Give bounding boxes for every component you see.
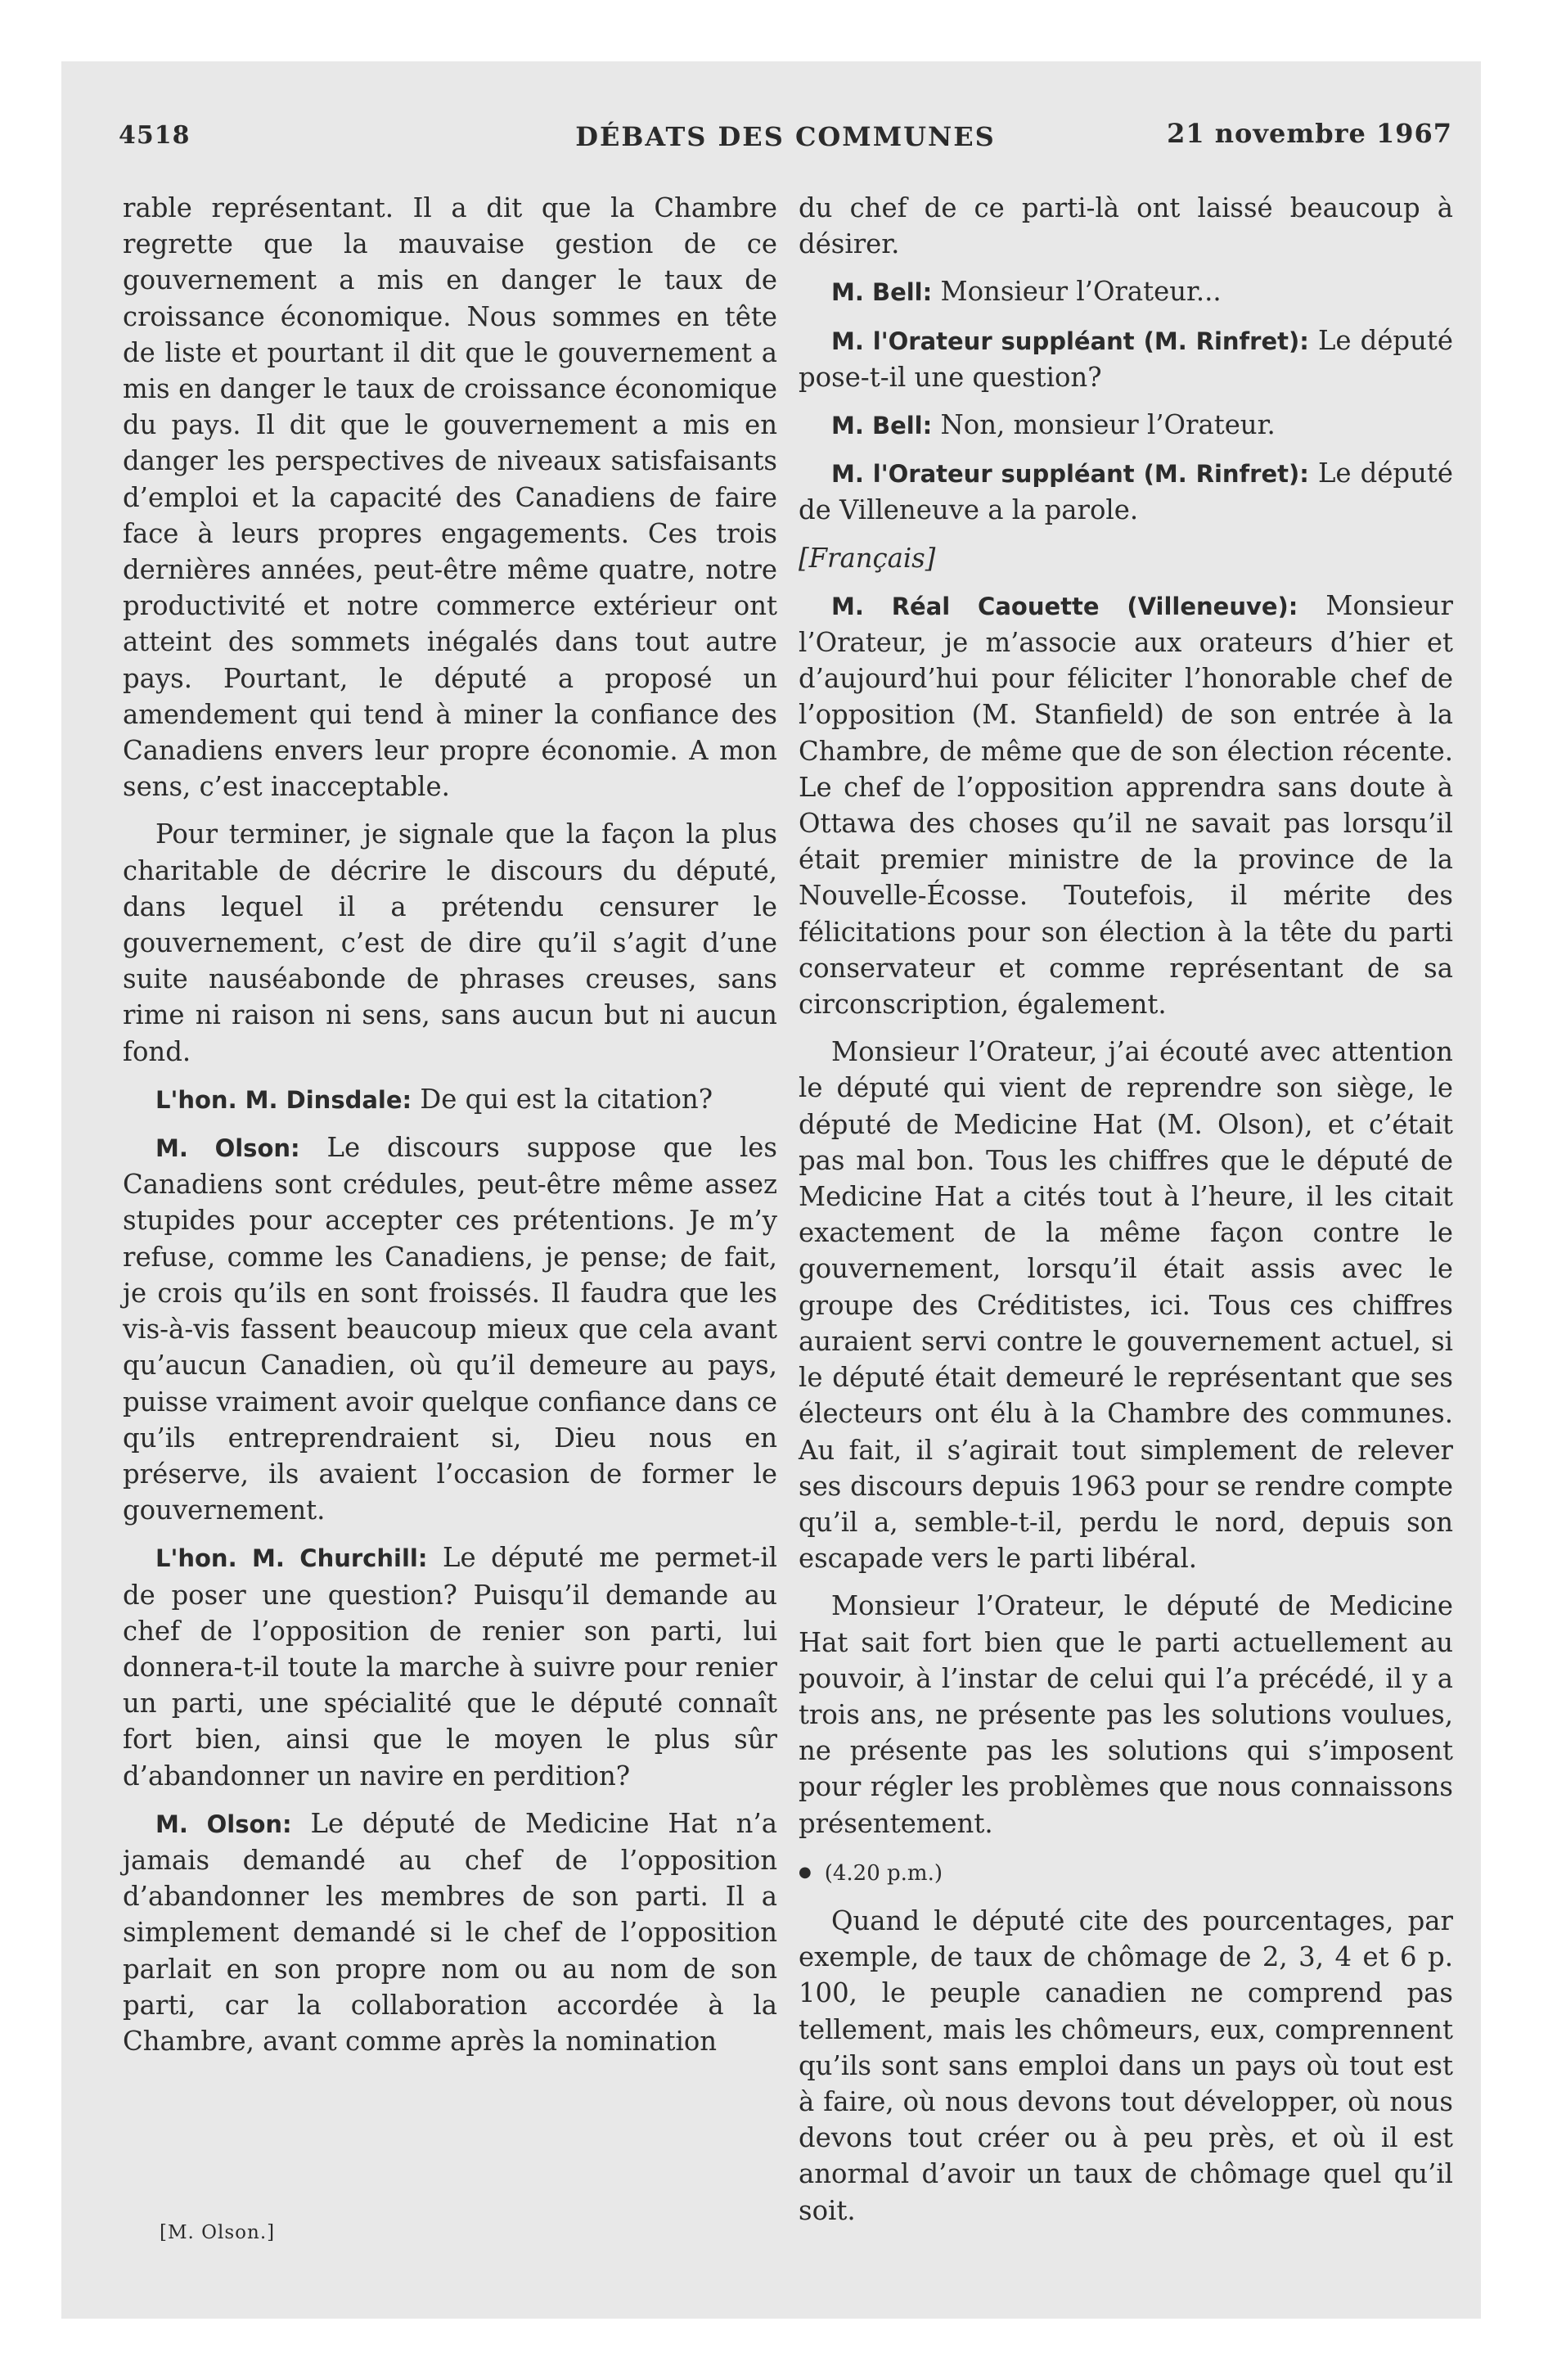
- speech-text: Monsieur l’Orateur, je m’associe aux orateurs d’hier et d’aujourd’hui pour féliciter l’honorable chef de l’opposition (M. Stanfield) de son entrée à la Chambre, de même que de son élection récente. Le chef de l’opposition apprendra sans doute à Ottawa des choses qu’il ne savait pas lorsqu’il était premier ministre de la province de la Nouvelle-Écosse. Toutefois, il mérite des félicitations pour son élection à la tête du parti conservateur et comme représentant de sa circonscription, également.: [799, 589, 1453, 1021]
- speech: [123, 1129, 777, 1528]
- speaker-name: M. Réal Caouette (Villeneuve):: [831, 592, 1298, 620]
- speaker-name: M. Olson:: [155, 1810, 292, 1838]
- speaker-name: M. Bell:: [831, 278, 933, 307]
- speech-text: De qui est la citation?: [420, 1083, 713, 1115]
- speaker-name: L'hon. M. Churchill:: [155, 1544, 428, 1573]
- speech: [799, 455, 1453, 528]
- time-marker: [799, 1853, 1453, 1891]
- speech: [799, 407, 1453, 444]
- speech-text: Le député pose-t-il une question?: [799, 324, 1453, 393]
- page-number: 4518: [119, 121, 191, 150]
- speaker-name: M. l'Orateur suppléant (M. Rinfret):: [831, 327, 1309, 355]
- speech-text: Le député de Medicine Hat n’a jamais demandé au chef de l’opposition d’abandonner les membres de son parti. Il a simplement demandé si le chef de l’opposition parlait en son propre nom ou au nom de son parti, car la collaboration accordée à la Chambre, avant comme après la nomination: [123, 1807, 777, 2057]
- left-column: [123, 190, 777, 2071]
- paragraph: Monsieur l’Orateur, j’ai écouté avec attention le député qui vient de reprendre son siège, le député de Medicine Hat (M. Olson), et c’était pas mal bon. Tous les chiffres que le député de Medicine Hat a cités tout à l’heure, il les citait exactement de la même façon contre le gouvernement, lorsqu’il était assis avec le groupe des Créditistes, ici. Tous ces chiffres auraient servi contre le gouvernement actuel, si le député était demeuré le représentant que ses électeurs ont élu à la Chambre des communes. Au fait, il s’agirait tout simplement de relever ses discours depuis 1963 pour se rendre compte qu’il a, semble-t-il, perdu le nord, depuis son escapade vers le parti libéral.: [799, 1036, 1453, 1575]
- speech-text: Le député de Villeneuve a la parole.: [799, 458, 1453, 526]
- paragraph: Quand le député cite des pourcentages, par exemple, de taux de chômage de 2, 3, 4 et 6 p. 100, le peuple canadien ne comprend pas tellement, mais les chômeurs, eux, comprennent qu’ils sont sans emploi dans un pays où tout est à faire, où nous devons tout développer, où nous devons tout créer ou à peu près, et où il est anormal d’avoir un taux de chômage quel qu’il soit.: [799, 1904, 1453, 2226]
- speech: [123, 1539, 777, 1793]
- right-column: [799, 190, 1453, 2240]
- speaker-name: M. Olson:: [155, 1134, 300, 1163]
- speaker-name: M. Bell:: [831, 412, 933, 440]
- paragraph: rable représentant. Il a dit que la Chambre regrette que la mauvaise gestion de ce gouvernement a mis en danger le taux de croissance économique. Nous sommes en tête de liste et pourtant il dit que le gouvernement a mis en danger le taux de croissance économique du pays. Il dit que le gouvernement a mis en danger les perspectives de niveaux satisfaisants d’emploi et la capacité des Canadiens de faire face à leurs propres engagements. Ces trois dernières années, peut-être même quatre, notre productivité et notre commerce extérieur ont atteint des sommets inégalés dans tout autre pays. Pourtant, le député a proposé un amendement qui tend à miner la confiance des Canadiens envers leur propre économie. A mon sens, c’est inacceptable.: [123, 192, 777, 803]
- speech: [799, 273, 1453, 310]
- time-text: (4.20 p.m.): [824, 1860, 943, 1886]
- bullet-icon: ●: [799, 1864, 812, 1882]
- speech-text: Non, monsieur l’Orateur.: [940, 409, 1276, 441]
- speech-text: Le député me permet-il de poser une question? Puisqu’il demande au chef de l’opposition de renier son parti, lui donnera-t-il toute la marche à suivre pour renier un parti, une spécialité que le député connaît fort bien, ainsi que le moyen le plus sûr d’abandonner un navire en perdition?: [123, 1542, 777, 1792]
- speech: [123, 1805, 777, 2059]
- paragraph: Pour terminer, je signale que la façon la plus charitable de décrire le discours du député, dans lequel il a prétendu censurer le gouvernement, c’est de dire qu’il s’agit d’une suite nauséabonde de phrases creuses, sans rime ni raison ni sens, sans aucun but ni aucun fond.: [123, 818, 777, 1067]
- speech-text: Le discours suppose que les Canadiens sont crédules, peut-être même assez stupides pour accepter ces prétentions. Je m’y refuse, comme les Canadiens, je pense; de fait, je crois qu’ils en sont froissés. Il faudra que les vis-à-vis fassent beaucoup mieux que cela avant qu’aucun Canadien, où qu’il demeure au pays, puisse vraiment avoir quelque confiance dans ce qu’ils entreprendraient si, Dieu nous en préserve, ils avaient l’occasion de former le gouvernement.: [123, 1132, 777, 1526]
- speaker-name: M. l'Orateur suppléant (M. Rinfret):: [831, 460, 1309, 489]
- speech: [123, 1081, 777, 1118]
- language-marker: [Français]: [799, 542, 936, 574]
- speech-text: Monsieur l’Orateur...: [940, 276, 1222, 308]
- page-title: DÉBATS DES COMMUNES: [575, 121, 996, 152]
- page-date: 21 novembre 1967: [1167, 118, 1452, 149]
- speech: [799, 322, 1453, 395]
- page-header: [119, 115, 1452, 164]
- paragraph: Monsieur l’Orateur, le député de Medicine Hat sait fort bien que le parti actuellement au pouvoir, à l’instar de celui qui l’a précédé, il y a trois ans, ne présente pas les solutions voulues, ne présente pas les solutions qui s’imposent pour régler les problèmes que nous connaissons présentement.: [799, 1590, 1453, 1839]
- paragraph: du chef de ce parti-là ont laissé beaucoup à désirer.: [799, 192, 1453, 260]
- speaker-signature: [M. Olson.]: [160, 2222, 276, 2243]
- speech: [799, 588, 1453, 1022]
- speaker-name: L'hon. M. Dinsdale:: [155, 1085, 412, 1114]
